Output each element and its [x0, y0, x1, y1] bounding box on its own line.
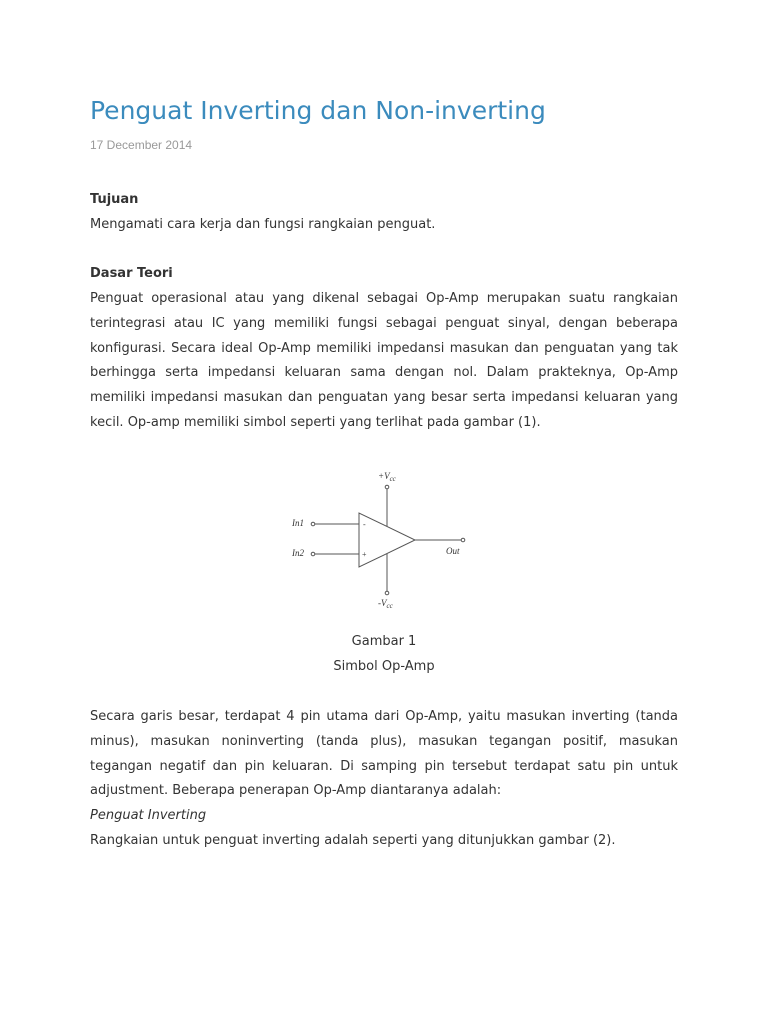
figure-caption-number: Gambar 1	[351, 634, 417, 649]
subheading-penguat-inverting: Penguat Inverting	[90, 808, 207, 823]
vcc-neg-terminal	[385, 591, 389, 595]
paragraph-tujuan: Mengamati cara kerja dan fungsi rangkaian penguat.	[90, 217, 436, 232]
section-heading-dasar-teori: Dasar Teori	[90, 266, 173, 281]
vcc-pos-label: $+V_{cc}$	[378, 471, 396, 483]
plus-sign: +	[362, 550, 367, 559]
vcc-pos-terminal	[385, 485, 389, 489]
in1-terminal	[311, 522, 315, 526]
out-label: Out	[446, 546, 460, 556]
op-amp-symbol-figure	[290, 468, 470, 613]
figure-caption-title: Simbol Op-Amp	[333, 659, 435, 674]
vcc-neg-label: $-V_{cc}$	[378, 598, 393, 610]
out-terminal	[461, 538, 465, 542]
paragraph-dasar-teori: Penguat operasional atau yang dikenal sebagai Op-Amp merupakan suatu rangkaian terintegrasi atau IC yang memiliki fungsi sebagai penguat sinyal, dengan beberapa konfigurasi. Secara ideal Op-Amp memiliki impedansi masukan dan penguatan yang tak berhingga serta impedansi keluaran sama dengan nol. Dalam prakteknya, Op-Amp memiliki impedansi masukan dan penguatan yang besar serta impedansi keluaran yang kecil. Op-amp memiliki simbol seperti yang terlihat pada gambar (1).	[90, 291, 678, 430]
minus-sign: -	[363, 520, 366, 529]
paragraph-inverting-intro: Rangkaian untuk penguat inverting adalah seperti yang ditunjukkan gambar (2).	[90, 833, 616, 848]
post-date: 17 December 2014	[90, 138, 193, 152]
page-title: Penguat Inverting dan Non-inverting	[90, 96, 546, 125]
in1-label: In1	[292, 518, 304, 528]
paragraph-pin-description: Secara garis besar, terdapat 4 pin utama dari Op-Amp, yaitu masukan inverting (tanda minus), masukan noninverting (tanda plus), masukan tegangan positif, masukan tegangan negatif dan pin keluaran. Di samping pin tersebut terdapat satu pin untuk adjustment. Beberapa penerapan Op-Amp diantaranya adalah:	[90, 709, 678, 799]
in2-terminal	[311, 552, 315, 556]
section-heading-tujuan: Tujuan	[90, 192, 139, 207]
in2-label: In2	[292, 548, 304, 558]
